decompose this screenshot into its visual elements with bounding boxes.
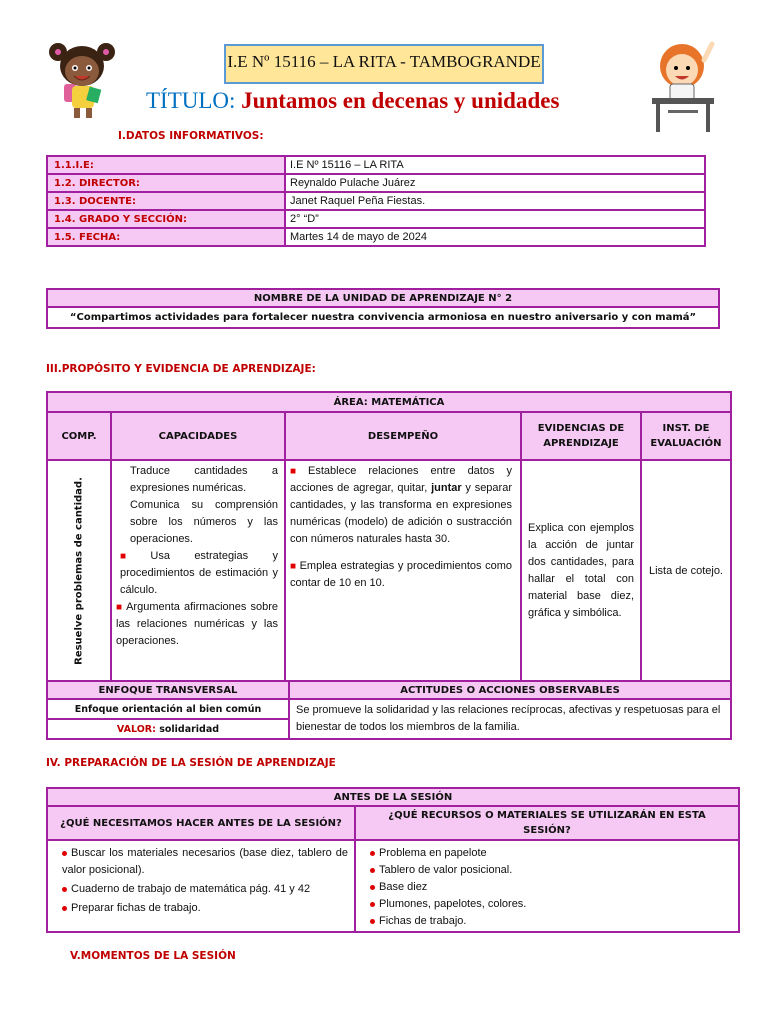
recurso-item bbox=[370, 879, 732, 896]
unidad-name: “Compartimos actividades para fortalecer nuestra convivencia armoniosa en nuestro aniversario y con mamá” bbox=[47, 307, 719, 328]
datos-label: 1.5. FECHA: bbox=[47, 228, 285, 246]
institution-banner: I.E Nº 15116 – LA RITA - TAMBOGRANDE bbox=[224, 44, 544, 84]
desempeno-bold: juntar bbox=[431, 482, 462, 494]
competencia-cell bbox=[47, 460, 111, 682]
area-header: ÁREA: MATEMÁTICA bbox=[47, 392, 731, 412]
girl-with-backpack-illustration bbox=[44, 38, 120, 120]
bullet-icon: ■ bbox=[290, 561, 297, 572]
desempeno-item-2: Emplea estrategias y procedimientos como contar de 10 en 10. bbox=[290, 560, 512, 589]
datos-row bbox=[47, 210, 705, 228]
section-datos-informativos: I.DATOS INFORMATIVOS: bbox=[118, 130, 264, 142]
recurso-item bbox=[370, 913, 732, 930]
bullet-icon: ■ bbox=[120, 551, 148, 562]
recurso-item-text: Problema en papelote bbox=[379, 847, 487, 859]
unidad-table bbox=[46, 288, 720, 329]
enfoque-cell: Enfoque orientación al bien común bbox=[47, 699, 289, 719]
valor-text: solidaridad bbox=[159, 723, 220, 735]
hacer-item-text: Buscar los materiales necesarios (base diez, tablero de valor posicional). bbox=[62, 847, 348, 876]
capacidad-item: Argumenta afirmaciones sobre las relaciones numéricas y las operaciones. bbox=[116, 601, 278, 647]
hacer-cell bbox=[47, 840, 355, 932]
section-preparacion: IV. PREPARACIÓN DE LA SESIÓN DE APRENDIZAJE bbox=[46, 757, 336, 769]
hacer-item bbox=[62, 845, 348, 879]
bullet-icon: ■ bbox=[116, 602, 124, 613]
preparacion-table bbox=[46, 787, 740, 933]
datos-value: 2° “D” bbox=[285, 210, 705, 228]
enfoque-table bbox=[46, 680, 732, 740]
actitud-cell bbox=[289, 699, 731, 739]
actitudes-header: ACTITUDES O ACCIONES OBSERVABLES bbox=[289, 681, 731, 699]
datos-label: 1.1.I.E: bbox=[47, 156, 285, 174]
datos-label: 1.3. DOCENTE: bbox=[47, 192, 285, 210]
bullet-dot-icon bbox=[370, 919, 375, 924]
bullet-dot-icon bbox=[62, 906, 67, 911]
girl-at-desk-illustration bbox=[646, 40, 722, 136]
datos-value: Janet Raquel Peña Fiestas. bbox=[285, 192, 705, 210]
datos-row bbox=[47, 174, 705, 192]
bullet-dot-icon bbox=[370, 885, 375, 890]
recurso-item-text: Fichas de trabajo. bbox=[379, 915, 467, 927]
col-desempeno: DESEMPEÑO bbox=[285, 412, 521, 460]
enfoque-header: ENFOQUE TRANSVERSAL bbox=[47, 681, 289, 699]
datos-row bbox=[47, 192, 705, 210]
datos-row bbox=[47, 228, 705, 246]
actitud-text: Se promueve la solidaridad y las relaciones recíprocas, afectivas y respetuosas para el bienestar de todos los miembros de la familia. bbox=[296, 704, 721, 733]
page-title bbox=[146, 88, 559, 114]
evidencia-cell bbox=[521, 460, 641, 682]
col-evidencias: EVIDENCIAS DE APRENDIZAJE bbox=[521, 412, 641, 460]
bullet-dot-icon bbox=[62, 851, 67, 856]
title-text: Juntamos en decenas y unidades bbox=[241, 88, 560, 113]
bullet-dot-icon bbox=[370, 902, 375, 907]
hacer-item bbox=[62, 900, 348, 917]
bullet-dot-icon bbox=[62, 887, 67, 892]
bullet-dot-icon bbox=[370, 868, 375, 873]
recurso-item-text: Plumones, papelotes, colores. bbox=[379, 898, 527, 910]
recurso-item-text: Tablero de valor posicional. bbox=[379, 864, 513, 876]
instrumento-cell bbox=[641, 460, 731, 682]
instrumento-text: Lista de cotejo. bbox=[649, 564, 723, 577]
unidad-header: NOMBRE DE LA UNIDAD DE APRENDIZAJE N° 2 bbox=[47, 289, 719, 307]
desempeno-cell bbox=[285, 460, 521, 682]
recurso-item bbox=[370, 845, 732, 862]
q-hacer: ¿QUÉ NECESITAMOS HACER ANTES DE LA SESIÓN? bbox=[47, 806, 355, 840]
desempeno-text-b: y separar cantidades, y las transforma en expresiones numéricas (modelo) de adición o sustracción con números naturales hasta 30. bbox=[290, 482, 512, 545]
recursos-cell bbox=[355, 840, 739, 932]
evidencia-text: Explica con ejemplos la acción de juntar dos cantidades, para hallar el total con material base diez, gráfica y simbólica. bbox=[528, 522, 634, 619]
preparacion-header: ANTES DE LA SESIÓN bbox=[47, 788, 739, 806]
col-comp: COMP. bbox=[47, 412, 111, 460]
q-recursos: ¿QUÉ RECURSOS O MATERIALES SE UTILIZARÁN EN ESTA SESIÓN? bbox=[355, 806, 739, 840]
hacer-item-text: Preparar fichas de trabajo. bbox=[71, 902, 201, 914]
bullet-dot-icon bbox=[370, 851, 375, 856]
proposito-table bbox=[46, 391, 732, 683]
capacidad-item: Usa estrategias y procedimientos de estimación y cálculo. bbox=[120, 550, 279, 596]
bullet-icon: ■ bbox=[290, 466, 305, 477]
valor-cell bbox=[47, 719, 289, 739]
recurso-item bbox=[370, 896, 732, 913]
valor-label: VALOR: bbox=[116, 723, 156, 735]
desempeno-text-a: Establece relaciones entre datos y acciones de agregar, quitar, bbox=[290, 465, 512, 494]
datos-value: I.E Nº 15116 – LA RITA bbox=[285, 156, 705, 174]
recurso-item bbox=[370, 862, 732, 879]
datos-table bbox=[46, 155, 706, 247]
datos-value: Reynaldo Pulache Juárez bbox=[285, 174, 705, 192]
datos-row bbox=[47, 156, 705, 174]
competencia-text: Resuelve problemas de cantidad. bbox=[73, 477, 85, 665]
section-momentos: V.MOMENTOS DE LA SESIÓN bbox=[70, 950, 236, 962]
col-instrumento: INST. DE EVALUACIÓN bbox=[641, 412, 731, 460]
hacer-item bbox=[62, 881, 348, 898]
capacidad-item: Traduce cantidades a expresiones numéricas. bbox=[130, 465, 278, 494]
capacidades-cell bbox=[111, 460, 285, 682]
capacidad-item: Comunica su comprensión sobre los números y las operaciones. bbox=[130, 499, 278, 545]
hacer-item-text: Cuaderno de trabajo de matemática pág. 41 y 42 bbox=[71, 883, 311, 895]
datos-label: 1.4. GRADO Y SECCIÓN: bbox=[47, 210, 285, 228]
col-capacidades: CAPACIDADES bbox=[111, 412, 285, 460]
title-prefix: TÍTULO: bbox=[146, 88, 236, 113]
datos-value: Martes 14 de mayo de 2024 bbox=[285, 228, 705, 246]
recurso-item-text: Base diez bbox=[379, 881, 428, 893]
section-proposito: III.PROPÓSITO Y EVIDENCIA DE APRENDIZAJE: bbox=[46, 363, 316, 375]
datos-label: 1.2. DIRECTOR: bbox=[47, 174, 285, 192]
